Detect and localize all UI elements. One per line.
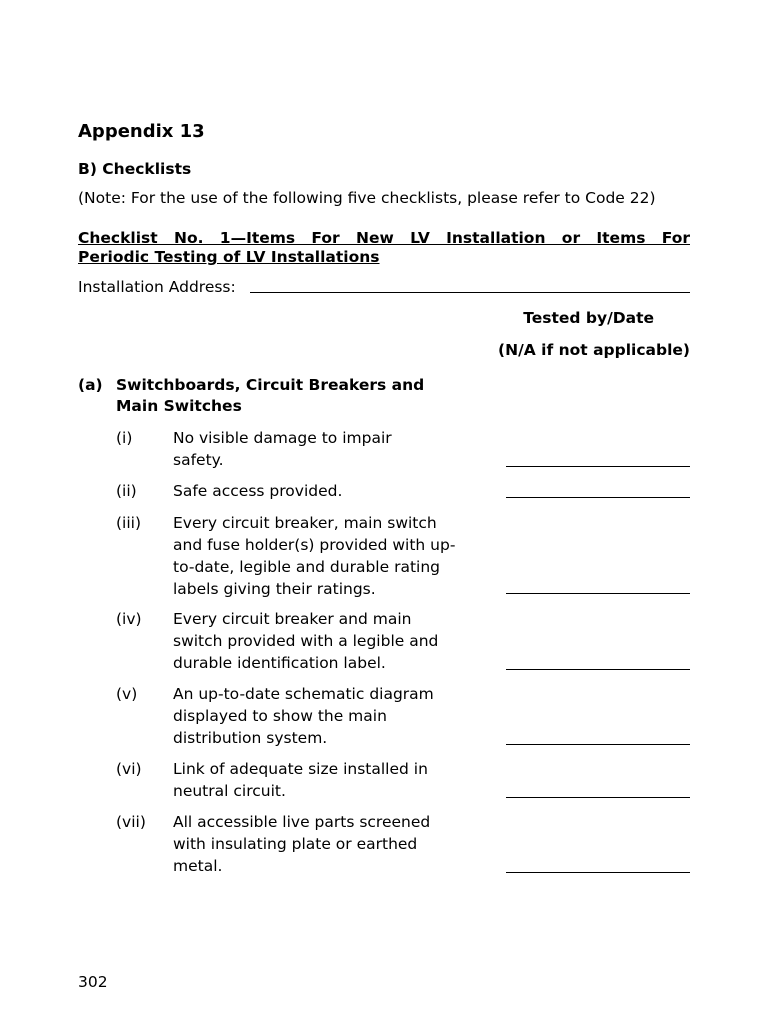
item-text-line: No visible damage to impair — [173, 429, 392, 447]
item-text-line: switch provided with a legible and — [173, 632, 439, 650]
tested-by-signature-line[interactable] — [506, 744, 690, 745]
tested-by-signature-line[interactable] — [506, 872, 690, 873]
tested-by-date-header: Tested by/Date — [523, 309, 654, 327]
checklist-item — [78, 608, 690, 674]
item-text-line: Every circuit breaker, main switch — [173, 514, 437, 532]
item-text-line: distribution system. — [173, 729, 328, 747]
item-number: (iii) — [116, 514, 142, 532]
item-text — [173, 758, 483, 802]
item-text-line: displayed to show the main — [173, 707, 387, 725]
subsection-title — [116, 375, 496, 417]
not-applicable-note: (N/A if not applicable) — [498, 341, 690, 359]
item-text-line: safety. — [173, 451, 224, 469]
item-text — [173, 480, 483, 502]
item-number: (iv) — [116, 610, 142, 628]
subsection-title-line: Main Switches — [116, 397, 242, 415]
checklist-item — [78, 811, 690, 877]
item-text-line: with insulating plate or earthed — [173, 835, 418, 853]
appendix-title: Appendix 13 — [78, 121, 205, 142]
item-number: (i) — [116, 429, 133, 447]
item-number: (vii) — [116, 813, 146, 831]
tested-by-signature-line[interactable] — [506, 797, 690, 798]
item-text-line: and fuse holder(s) provided with up- — [173, 536, 456, 554]
section-heading: B) Checklists — [78, 160, 192, 178]
item-number: (ii) — [116, 482, 137, 500]
item-text-line: Safe access provided. — [173, 482, 343, 500]
item-text-line: metal. — [173, 857, 223, 875]
item-text-line: neutral circuit. — [173, 782, 286, 800]
item-text — [173, 427, 483, 471]
item-text-line: All accessible live parts screened — [173, 813, 431, 831]
checklist-item — [78, 427, 690, 471]
item-text-line: Link of adequate size installed in — [173, 760, 428, 778]
item-text-line: durable identification label. — [173, 654, 386, 672]
subsection-title-line: Switchboards, Circuit Breakers and — [116, 376, 425, 394]
item-text-line: An up-to-date schematic diagram — [173, 685, 434, 703]
tested-by-signature-line[interactable] — [506, 497, 690, 498]
item-text — [173, 608, 483, 674]
item-text-line: to-date, legible and durable rating — [173, 558, 440, 576]
item-text — [173, 512, 483, 600]
checklist-item — [78, 512, 690, 600]
item-number: (v) — [116, 685, 138, 703]
tested-by-signature-line[interactable] — [506, 669, 690, 670]
installation-address-row — [78, 277, 690, 299]
usage-note: (Note: For the use of the following five checklists, please refer to Code 22) — [78, 189, 656, 207]
checklist-item — [78, 683, 690, 749]
tested-by-signature-line[interactable] — [506, 466, 690, 467]
tested-by-signature-line[interactable] — [506, 593, 690, 594]
subsection-letter: (a) — [78, 376, 103, 394]
item-number: (vi) — [116, 760, 142, 778]
installation-address-label: Installation Address: — [78, 278, 236, 296]
page-number: 302 — [78, 973, 108, 991]
item-text — [173, 683, 483, 749]
document-page — [78, 0, 690, 1024]
checklist-item — [78, 758, 690, 802]
installation-address-field[interactable] — [250, 292, 690, 293]
item-text-line: Every circuit breaker and main — [173, 610, 412, 628]
item-text-line: labels giving their ratings. — [173, 580, 376, 598]
checklist-item — [78, 480, 690, 502]
item-text — [173, 811, 483, 877]
checklist-title — [78, 229, 690, 267]
checklist-title-line: Checklist No. 1—Items For New LV Installation or Items For — [78, 229, 690, 247]
checklist-title-line: Periodic Testing of LV Installations — [78, 248, 380, 266]
